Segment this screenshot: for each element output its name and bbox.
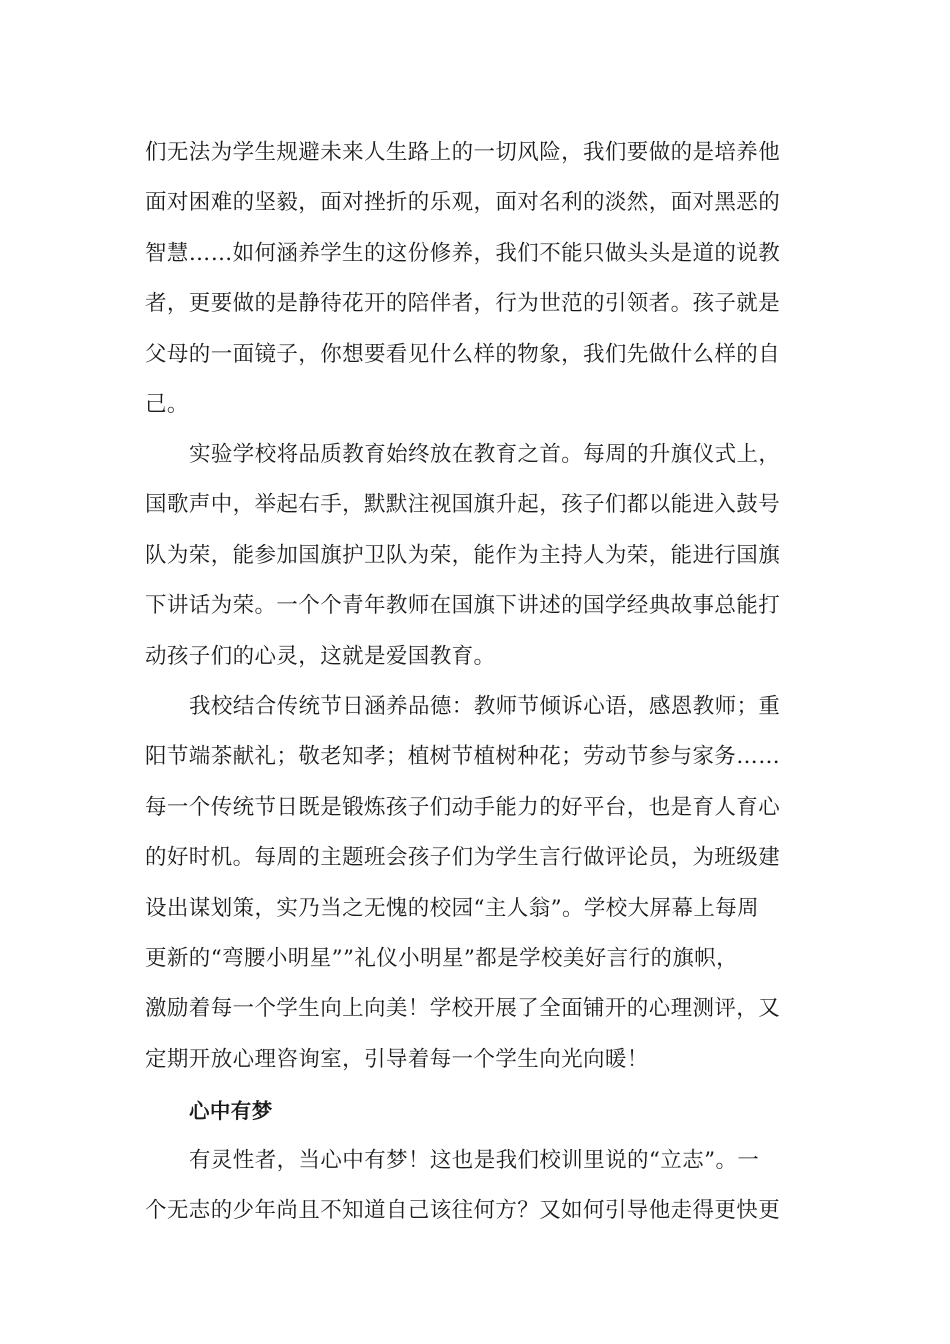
text-line: 每一个传统节日既是锻炼孩子们动手能力的好平台，也是育人育心: [145, 794, 781, 820]
text-line: 设出谋划策，实乃当之无愧的校园“主人翁”。学校大屏幕上每周: [145, 895, 760, 921]
text-line: 面对困难的坚毅，面对挫折的乐观，面对名利的淡然，面对黑恶的: [145, 190, 781, 216]
text-line: 阳节端茶献礼；敬老知孝；植树节植树种花；劳动节参与家务……: [145, 744, 781, 770]
text-line: 定期开放心理咨询室，引导着每一个学生向光向暖！: [145, 1046, 649, 1072]
text-line: 下讲话为荣。一个个青年教师在国旗下讲述的国学经典故事总能打: [145, 593, 781, 619]
text-line: 己。: [145, 391, 189, 417]
text-line: 队为荣，能参加国旗护卫队为荣，能作为主持人为荣，能进行国旗: [145, 542, 781, 568]
text-line: 动孩子们的心灵，这就是爱国教育。: [145, 643, 496, 669]
text-line: 更新的“弯腰小明星””礼仪小明星”都是学校美好言行的旗帜，: [145, 945, 739, 971]
text-line: 我校结合传统节日涵养品德：教师节倾诉心语，感恩教师；重: [189, 694, 781, 719]
text-line: 国歌声中，举起右手，默默注视国旗升起，孩子们都以能进入鼓号: [145, 492, 781, 518]
section-heading: 心中有梦: [189, 1099, 273, 1123]
paragraph-1: [145, 128, 810, 430]
paragraph-4: [145, 1136, 810, 1237]
section-heading-block: [145, 1086, 810, 1136]
text-line: 实验学校将品质教育始终放在教育之首。每周的升旗仪式上，: [189, 442, 781, 467]
text-line: 的好时机。每周的主题班会孩子们为学生言行做评论员，为班级建: [145, 845, 781, 871]
text-line: 们无法为学生规避未来人生路上的一切风险，我们要做的是培养他: [145, 140, 781, 165]
paragraph-2: [145, 430, 810, 682]
text-line: 个无志的少年尚且不知道自己该往何方？又如何引导他走得更快更: [145, 1198, 781, 1224]
paragraph-3: [145, 682, 810, 1085]
text-line: 智慧……如何涵养学生的这份修养，我们不能只做头头是道的说教: [145, 240, 781, 266]
text-line: 者，更要做的是静待花开的陪伴者，行为世范的引领者。孩子就是: [145, 291, 781, 317]
text-line: 有灵性者，当心中有梦！这也是我们校训里说的“立志”。一: [189, 1148, 760, 1173]
text-line: 父母的一面镜子，你想要看见什么样的物象，我们先做什么样的自: [145, 341, 781, 367]
text-line: 激励着每一个学生向上向美！学校开展了全面铺开的心理测评，又: [145, 996, 781, 1022]
